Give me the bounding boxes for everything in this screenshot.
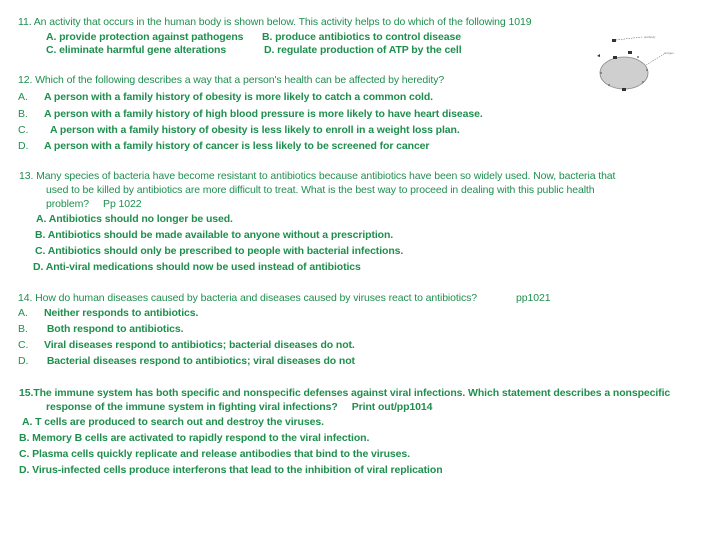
q12-text: Which of the following describes a way that a person's health can be affected by heredity?	[35, 74, 445, 86]
q13-stem-line3: problem? Pp 1022	[46, 198, 142, 210]
q15-stem-line1: 15.The immune system has both specific and nonspecific defenses against viral infections. Which statement describes a nonspecific	[19, 387, 671, 399]
q14-option-a: A. Neither responds to antibiotics.	[18, 307, 199, 319]
q15-option-a: A. T cells are produced to search out and destroy the viruses.	[22, 416, 324, 428]
q14-option-b: B. Both respond to antibiotics.	[18, 323, 184, 335]
q13-option-d: D. Anti-viral medications should now be used instead of antibiotics	[33, 261, 361, 273]
q12-option-c: C. A person with a family history of obesity is less likely to enroll in a weight loss plan.	[18, 124, 460, 136]
cell-antibody-diagram	[588, 30, 678, 100]
q14-number: 14.	[18, 292, 33, 304]
q11-option-c: C. eliminate harmful gene alterations	[46, 44, 227, 56]
q12-option-b: B. A person with a family history of high blood pressure is more likely to have heart disease.	[18, 108, 483, 120]
q12-option-a: A. A person with a family history of obesity is more likely to catch a common cold.	[18, 91, 433, 103]
q13-number: 13.	[19, 170, 34, 182]
q11-option-d: D. regulate production of ATP by the cell	[264, 44, 462, 56]
q12-number: 12.	[18, 74, 33, 86]
q14-option-c: C. Viral diseases respond to antibiotics; bacterial diseases do not.	[18, 339, 355, 351]
q15-stem-line2: response of the immune system in fighting viral infections? Print out/pp1014	[46, 401, 433, 413]
cell-body	[600, 57, 648, 89]
q11-option-b: B. produce antibiotics to control disease	[262, 31, 461, 43]
q13-option-c: C. Antibiotics should only be prescribed to people with bacterial infections.	[35, 245, 404, 257]
q15-option-c: C. Plasma cells quickly replicate and release antibodies that bind to the viruses.	[19, 448, 410, 460]
svg-text:antibody: antibody	[644, 35, 656, 39]
q15-option-d: D. Virus-infected cells produce interferons that lead to the inhibition of viral replication	[19, 464, 443, 476]
q13-stem-line2: used to be killed by antibiotics are more difficult to treat. What is the best way to proceed in dealing with this public health	[46, 184, 595, 196]
q12-option-d: D. A person with a family history of cancer is less likely to be screened for cancer	[18, 140, 430, 152]
svg-text:antigen: antigen	[664, 51, 674, 55]
q11-text: An activity that occurs in the human body is shown below. This activity helps to do which of the following 1019	[33, 16, 532, 28]
antibody-icon	[612, 39, 616, 42]
q11-number: 11.	[18, 16, 32, 28]
q14-option-d: D. Bacterial diseases respond to antibiotics; viral diseases do not	[18, 355, 355, 367]
q15-option-b: B. Memory B cells are activated to rapidly respond to the viral infection.	[19, 432, 370, 444]
q14-page-ref: pp1021	[516, 292, 551, 304]
q13-option-a: A. Antibiotics should no longer be used.	[36, 213, 233, 225]
q11-stem	[18, 16, 531, 29]
q13-option-b: B. Antibiotics should be made available to anyone without a prescription.	[35, 229, 394, 241]
q13-stem-line1: 13. Many species of bacteria have become resistant to antibiotics because antibiotics have been so widely used. Now, bacteria that	[19, 170, 616, 182]
q12-stem	[18, 74, 444, 87]
q11-option-a: A. provide protection against pathogens	[46, 31, 244, 43]
q14-stem: 14. How do human diseases caused by bacteria and diseases caused by viruses react to antibiotics?	[18, 292, 477, 304]
q15-number: 15.	[19, 387, 34, 399]
